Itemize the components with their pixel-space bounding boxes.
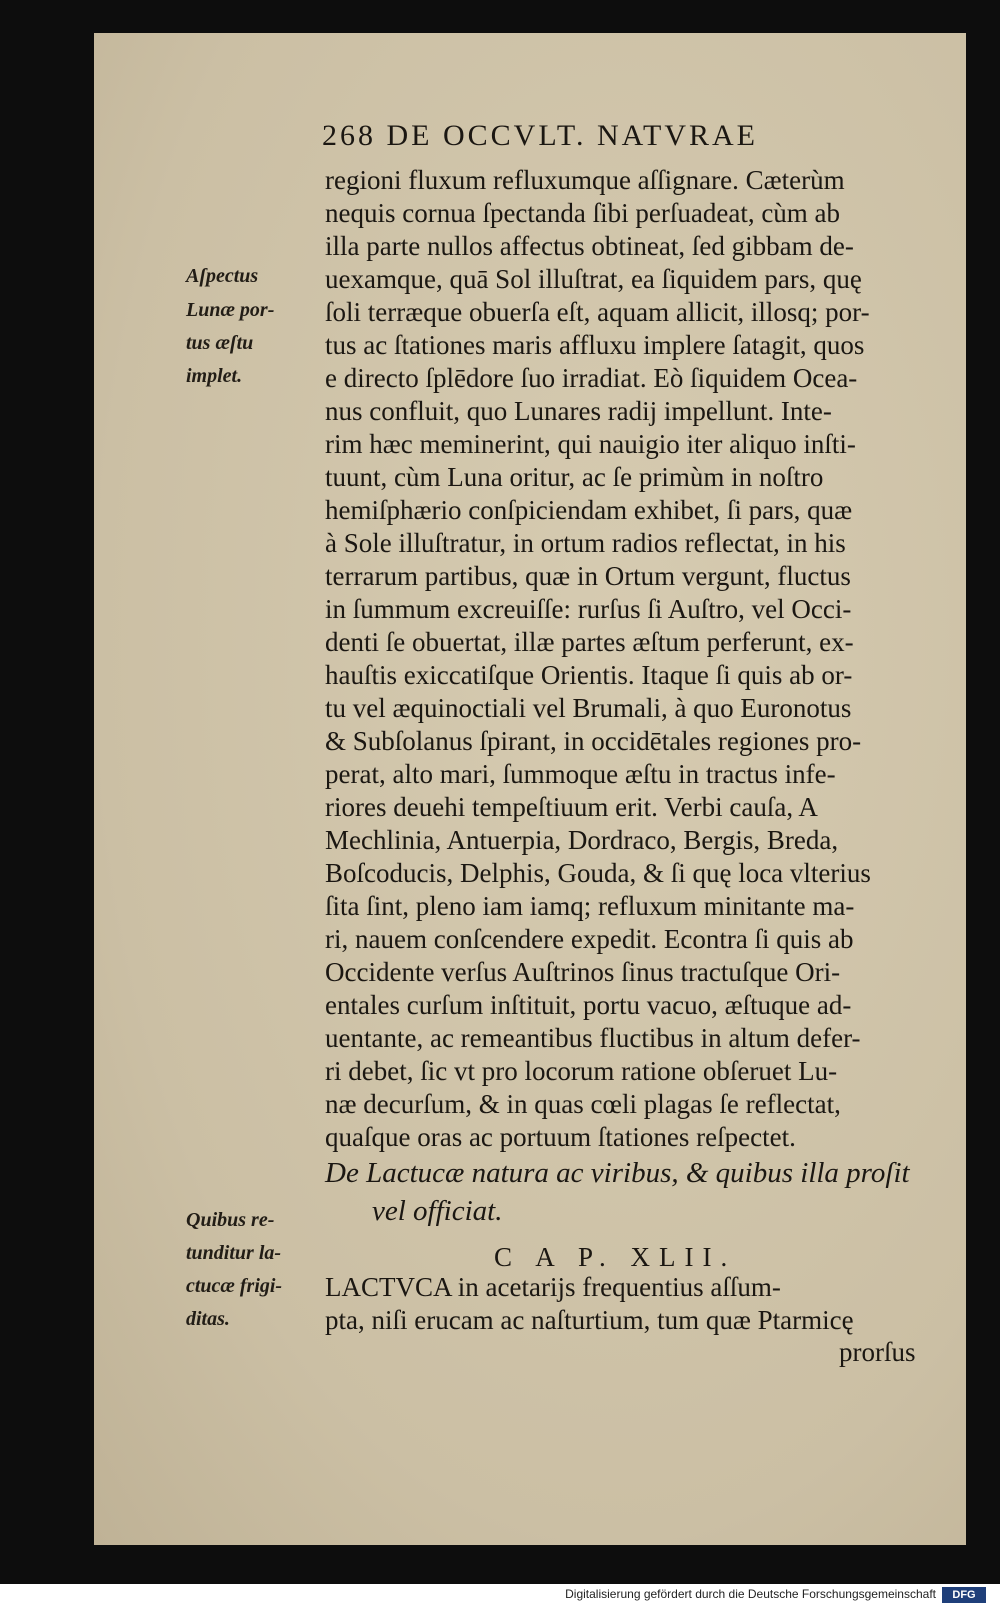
body-line: e directo ſplēdore ſuo irradiat. Eò ſiquidem Ocea- [325, 363, 858, 393]
body-line: Occidente verſus Auſtrinos ſinus tractuſque Ori- [325, 957, 841, 987]
body-line: tu vel æquinoctiali vel Brumali, à quo Euronotus [325, 693, 852, 723]
body-line: Mechlinia, Antuerpia, Dordraco, Bergis, Breda, [325, 825, 839, 855]
margin-note-line: ctucæ frigi- [186, 1275, 283, 1297]
body-line: denti ſe obuertat, illæ partes æſtum perferunt, ex- [325, 627, 854, 657]
margin-note-line: Lunæ por- [186, 299, 275, 321]
body-line: quaſque oras ac portuum ſtationes reſpectet. [325, 1122, 796, 1152]
body-line: ri, nauem conſcendere expedit. Econtra ſi quis ab [325, 924, 854, 954]
body-line: uexamque, quā Sol illuſtrat, ea ſiquidem pars, quę [325, 264, 862, 294]
body-line: ſita ſint, pleno iam iamq; refluxum minitante ma- [325, 891, 855, 921]
margin-note-line: Aſpectus [186, 265, 259, 287]
body-line: LACTVCA in acetarijs frequentius aſſum- [325, 1272, 781, 1302]
dfg-logo-icon: DFG [942, 1587, 986, 1603]
body-line: & Subſolanus ſpirant, in occidētales regiones pro- [325, 726, 862, 756]
running-head: 268 DE OCCVLT. NATVRAE [322, 119, 759, 152]
body-line: ri debet, ſic vt pro locorum ratione obſeruet Lu- [325, 1056, 838, 1086]
chapter-title-line: vel officiat. [372, 1195, 503, 1227]
body-line: nus confluit, quo Lunares radij impellunt. Inte- [325, 396, 832, 426]
body-line: hemiſphærio conſpiciendam exhibet, ſi pars, quæ [325, 495, 853, 525]
body-line: pta, niſi erucam ac naſturtium, tum quæ Ptarmicę [325, 1305, 854, 1335]
body-line: riores deuehi tempeſtiuum erit. Verbi cauſa, A [325, 792, 818, 822]
body-line: à Sole illuſtratur, in ortum radios reflectat, in his [325, 528, 846, 558]
funding-notice: Digitalisierung gefördert durch die Deutsche Forschungsgemeinschaft [565, 1587, 936, 1601]
body-line: illa parte nullos affectus obtineat, ſed gibbam de- [325, 231, 854, 261]
margin-note-line: Quibus re- [186, 1209, 275, 1231]
chapter-label: C A P. XLII. [494, 1242, 737, 1272]
body-line: in ſummum excreuiſſe: rurſus ſi Auſtro, vel Occi- [325, 594, 852, 624]
body-line: hauſtis exiccatiſque Orientis. Itaque ſi quis ab or- [325, 660, 853, 690]
body-line: næ decurſum, & in quas cœli plagas ſe reflectat, [325, 1089, 841, 1119]
body-line: regioni fluxum refluxumque aſſignare. Cæterùm [325, 165, 845, 195]
body-line: Boſcoducis, Delphis, Gouda, & ſi quę loca vlterius [325, 858, 871, 888]
body-line: perat, alto mari, ſummoque æſtu in tractus infe- [325, 759, 836, 789]
body-line: tus ac ſtationes maris affluxu implere ſatagit, quos [325, 330, 865, 360]
body-line: ſoli terræque obuerſa eſt, aquam allicit, illosq; por- [325, 297, 870, 327]
body-line: tuunt, cùm Luna oritur, ac ſe primùm in noſtro [325, 462, 824, 492]
chapter-title-line: De Lactucæ natura ac viribus, & quibus illa proſit [325, 1157, 910, 1189]
body-line: entales curſum inſtituit, portu vacuo, æſtuque ad- [325, 990, 852, 1020]
margin-note-line: ditas. [186, 1308, 230, 1330]
body-line: uentante, ac remeantibus fluctibus in altum defer- [325, 1023, 861, 1053]
footer-bar [0, 1584, 1000, 1607]
margin-note-line: tus æſtu [186, 332, 254, 354]
margin-note-line: tunditur la- [186, 1242, 282, 1264]
body-line: terrarum partibus, quæ in Ortum vergunt, fluctus [325, 561, 851, 591]
margin-note-line: implet. [186, 365, 243, 387]
body-line: nequis cornua ſpectanda ſibi perſuadeat, cùm ab [325, 198, 841, 228]
body-line: rim hæc meminerint, qui nauigio iter aliquo inſti- [325, 429, 856, 459]
book-page [94, 33, 966, 1545]
catchword: prorſus [839, 1337, 916, 1367]
